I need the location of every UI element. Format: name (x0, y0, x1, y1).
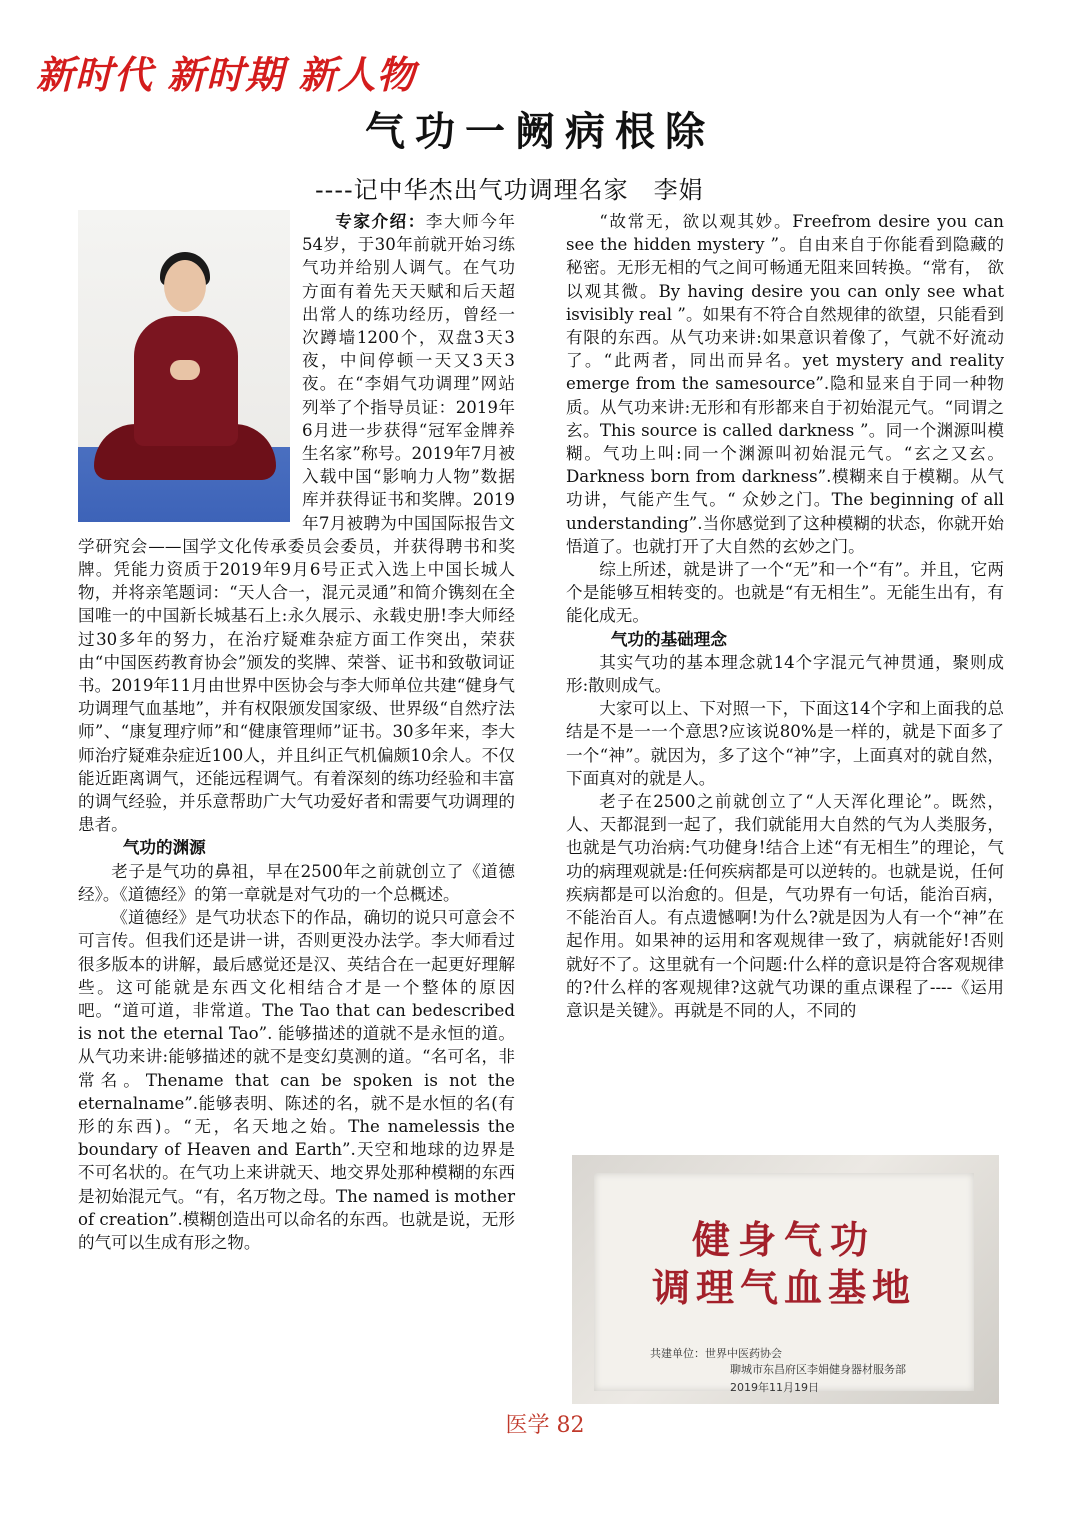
paragraph: “故常无，欲以观其妙。Freefrom desire you can see the hidden mystery ”。自由来自于你能看到隐藏的秘密。无形无相的气之间可畅通无阻来回转换。“常有， 欲以观其微。By having desire you can only see what isvisibly real ”。如果有不符合自然规律的欲望，只能看到有限的东西。从气功来讲:如果意识着像了，气就不好流动了。“此两者，同出而异名。yet mystery and reality emerge from the samesource”.隐和显来自于同一种物质。从气功来讲:无形和有形都来自于初始混元气。“同谓之玄。This source is called darkness ”。同一个渊源叫模糊。气功上叫:同一个渊源叫初始混元气。“玄之又玄。Darkness born from darkness”.模糊来自于模糊。从气功讲，气能产生气。“ 众妙之门。The beginning of all understanding”.当你感觉到了这种模糊的状态，你就开始悟道了。也就打开了大自然的玄妙之门。 (566, 212, 1004, 556)
article-subtitle: ----记中华杰出气功调理名家 李娟 (315, 176, 704, 204)
article-title: 气功一阙病根除 (365, 108, 715, 155)
expert-intro-text: 李大师今年54岁，于30年前就开始习练气功并给别人调气。在气功方面有着先天天赋和后天超出常人的练功经历，曾经一次蹲墙1200个，双盘3天3夜，中间停顿一天又3天3夜。在“李娟气功调理”网站列举了个指导员证：2019年6月进一步获得“冠军金牌养生名家”称号。2019年7月被入载中国“影响力人物”数据库并获得证书和奖牌。2019年7月被聘为中国国际报告文学研究会——国学文化传承委员会委员，并获得聘书和奖牌。凭能力资质于2019年9月6号正式入选上中国长城人物，并将亲笔题词：“天人合一，混元灵通”和简介镌刻在全国唯一的中国新长城基石上:永久展示、永载史册!李大师经过30多年的努力，在治疗疑难杂症方面工作突出，荣获由“中国医药教育协会”颁发的奖牌、荣誉、证书和致敬词证书。2019年11月由世界中医协会与李大师单位共建“健身气功调理气血基地”，并有权限颁发国家级、世界级“自然疗法师”、“康复理疗师”和“健康管理师”证书。30多年来，李大师治疗疑难杂症近100人，并且纠正气机偏颇10余人。不仅能近距离调气，还能远程调气。有着深刻的练功经验和丰富的调气经验，并乐意帮助广大气功爱好者和需要气功调理的患者。 (78, 212, 516, 835)
plaque-frame (594, 1173, 974, 1394)
section-heading-origin: 气功的渊源 (122, 837, 206, 858)
plaque-unit: 聊城市东昌府区李娟健身器材服务部 (730, 1363, 906, 1376)
right-column (566, 210, 1004, 1022)
expert-intro-label: 专家介绍： (335, 211, 426, 231)
plaque-line-1: 健身气功 (691, 1217, 876, 1262)
masthead: 新时代 新时期 新人物 (36, 52, 416, 97)
page-folio: 医学 82 (505, 1413, 585, 1438)
paragraph: 综上所述，就是讲了一个“无”和一个“有”。并且，它两个是能够互相转变的。也就是“有无相生”。无能生出有，有能化成无。 (566, 560, 1004, 626)
section-heading-basic-concept: 气功的基础理念 (610, 628, 727, 649)
base-plaque-photo (572, 1155, 999, 1404)
paragraph: 大家可以上、下对照一下，下面这14个字和上面我的总结是不是一一个意思?应该说80%是一样的，就是下面多了一个“神”。就因为，多了这个“神”字，上面真对的就自然，下面真对的就是人。 (566, 699, 1004, 788)
portrait-photo (78, 210, 290, 522)
paragraph: 其实气功的基本理念就14个字混元气神贯通，聚则成形:散则成气。 (566, 652, 1004, 696)
plaque-line-2: 调理气血基地 (651, 1265, 916, 1310)
paragraph: 老子在2500之前就创立了“人天浑化理论”。既然，人、天都混到一起了，我们就能用大自然的气为人类服务，也就是气功治病:气功健身!结合上述“有无相生”的理论，气功的病理观就是:任何疾病都是可以逆转的。也就是说，任何疾病都是可以治愈的。但是，气功界有一句话，能治百病，不能治百人。有点遗憾啊!为什么?就是因为人有一个“神”在起作用。如果神的运用和客观规律一致了，病就能好!否则就好不了。这里就有一个问题:什么样的意识是符合客观规律的?什么样的客观规律?这就气功课的重点课程了----《运用意识是关键》。再就是不同的人，不同的 (566, 792, 1004, 1020)
left-column (78, 210, 515, 1254)
plaque-date: 2019年11月19日 (730, 1381, 819, 1394)
paragraph: 老子是气功的鼻祖，早在2500年之前就创立了《道德经》。《道德经》的第一章就是对气功的一个总概述。 (78, 861, 515, 904)
paragraph: 《道德经》是气功状态下的作品，确切的说只可意会不可言传。但我们还是讲一讲，否则更没办法学。李大师看过很多版本的讲解，最后感觉还是汉、英结合在一起更好理解些。这可能就是东西文化相结合才是一个整体的原因吧。“道可道，非常道。The Tao that can bedescribed is not the eternal Tao”. 能够描述的道就不是永恒的道。从气功来讲:能够描述的就不是变幻莫测的道。“名可名，非常名。Thename that can be spoken is not the eternalname”.能够表明、陈述的名，就不是水恒的名(有形的东西)。“无，名天地之始。The namelessis the boundary of Heaven and Earth”.天空和地球的边界是不可名状的。在气功上来讲就天、地交界处那种模糊的东西是初始混元气。“有，名万物之母。The named is mother of creation”.模糊创造出可以命名的东西。也就是说，无形的气可以生成有形之物。 (78, 908, 515, 1252)
plaque-cobuilt: 共建单位：世界中医药协会 (650, 1347, 782, 1360)
